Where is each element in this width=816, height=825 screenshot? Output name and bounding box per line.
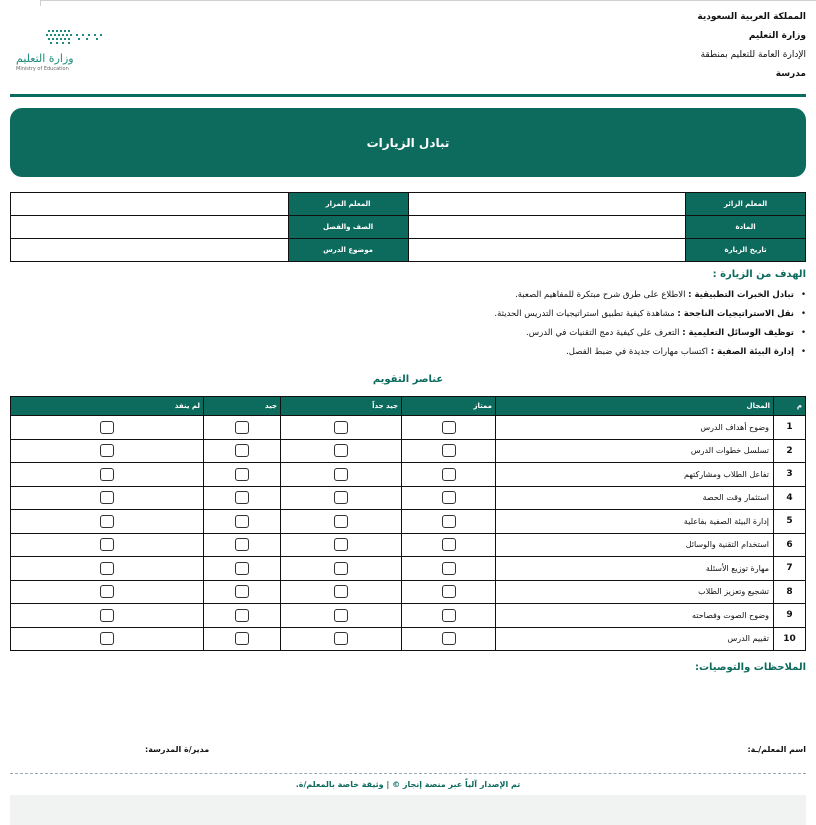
col-not-done-header: لم ينفذ bbox=[11, 397, 204, 416]
row-field: استثمار وقت الحصة bbox=[496, 486, 774, 510]
goal-label: إدارة البيئة الصفية : bbox=[710, 347, 794, 357]
visiting-teacher-label: المعلم الزائر bbox=[686, 193, 806, 216]
checkbox-excellent[interactable] bbox=[442, 562, 456, 575]
row-field: وضوح الصوت وفصاحته bbox=[496, 604, 774, 628]
goal-label: نقل الاستراتيجيات الناجحة : bbox=[677, 309, 794, 319]
goal-label: توظيف الوسائل التعليمية : bbox=[682, 328, 794, 338]
cell-very-good bbox=[281, 627, 402, 651]
table-row bbox=[11, 463, 806, 487]
cell-good bbox=[204, 439, 281, 463]
row-field: مهارة توزيع الأسئلة bbox=[496, 557, 774, 581]
cell-good bbox=[204, 486, 281, 510]
checkbox-not-done[interactable] bbox=[100, 632, 114, 645]
footer-separator bbox=[10, 773, 806, 774]
goal-item bbox=[206, 290, 806, 300]
checkbox-very-good[interactable] bbox=[334, 585, 348, 598]
cell-not-done bbox=[11, 533, 204, 557]
goal-text: مشاهدة كيفية تطبيق استراتيجيات التدريس الحديثة. bbox=[494, 309, 678, 319]
visit-date-label: تاريخ الزيارة bbox=[686, 239, 806, 262]
row-number: 1 bbox=[774, 416, 806, 440]
cell-very-good bbox=[281, 486, 402, 510]
lesson-topic-label: موضوع الدرس bbox=[288, 239, 408, 262]
cell-very-good bbox=[281, 604, 402, 628]
cell-excellent bbox=[402, 486, 496, 510]
row-field: استخدام التقنية والوسائل bbox=[496, 533, 774, 557]
checkbox-good[interactable] bbox=[235, 585, 249, 598]
cell-good bbox=[204, 557, 281, 581]
row-number: 2 bbox=[774, 439, 806, 463]
cell-good bbox=[204, 533, 281, 557]
cell-very-good bbox=[281, 416, 402, 440]
cell-excellent bbox=[402, 533, 496, 557]
row-number: 8 bbox=[774, 580, 806, 604]
school-name: مدرسة bbox=[775, 69, 806, 79]
cell-good bbox=[204, 627, 281, 651]
logo-english-text: Ministry of Education bbox=[16, 66, 69, 72]
kingdom-name: المملكة العربية السعودية bbox=[697, 12, 806, 22]
checkbox-not-done[interactable] bbox=[100, 468, 114, 481]
checkbox-very-good[interactable] bbox=[334, 609, 348, 622]
checkbox-very-good[interactable] bbox=[334, 632, 348, 645]
row-number: 3 bbox=[774, 463, 806, 487]
cell-not-done bbox=[11, 510, 204, 534]
goal-item bbox=[206, 347, 806, 357]
checkbox-not-done[interactable] bbox=[100, 538, 114, 551]
cell-excellent bbox=[402, 580, 496, 604]
checkbox-very-good[interactable] bbox=[334, 538, 348, 551]
cell-very-good bbox=[281, 580, 402, 604]
principal-signature-label: مدير/ة المدرسة: bbox=[145, 745, 210, 754]
col-num-header: م bbox=[774, 397, 806, 416]
cell-not-done bbox=[11, 439, 204, 463]
checkbox-not-done[interactable] bbox=[100, 585, 114, 598]
checkbox-excellent[interactable] bbox=[442, 515, 456, 528]
cell-not-done bbox=[11, 604, 204, 628]
directorate-name: الإدارة العامة للتعليم بمنطقة bbox=[700, 50, 806, 60]
row-field: تشجيع وتعزيز الطلاب bbox=[496, 580, 774, 604]
checkbox-very-good[interactable] bbox=[334, 468, 348, 481]
table-row bbox=[11, 439, 806, 463]
grade-class-field[interactable] bbox=[11, 216, 289, 239]
checkbox-good[interactable] bbox=[235, 609, 249, 622]
cell-not-done bbox=[11, 557, 204, 581]
row-field: وضوح أهداف الدرس bbox=[496, 416, 774, 440]
cell-very-good bbox=[281, 533, 402, 557]
cell-good bbox=[204, 510, 281, 534]
cell-excellent bbox=[402, 463, 496, 487]
header-separator bbox=[10, 94, 806, 97]
checkbox-excellent[interactable] bbox=[442, 585, 456, 598]
footer-text: تم الإصدار آلياً عبر منصة إنجاز © | وثيقة خاصة بالمعلم/ة. bbox=[295, 780, 521, 789]
checkbox-excellent[interactable] bbox=[442, 421, 456, 434]
cell-not-done bbox=[11, 627, 204, 651]
evaluation-table bbox=[10, 396, 806, 651]
checkbox-not-done[interactable] bbox=[100, 491, 114, 504]
col-very-good-header: جيد جداً bbox=[281, 397, 402, 416]
checkbox-very-good[interactable] bbox=[334, 491, 348, 504]
checkbox-very-good[interactable] bbox=[334, 421, 348, 434]
goals-list bbox=[206, 290, 806, 366]
checkbox-good[interactable] bbox=[235, 444, 249, 457]
cell-good bbox=[204, 604, 281, 628]
checkbox-good[interactable] bbox=[235, 515, 249, 528]
checkbox-excellent[interactable] bbox=[442, 468, 456, 481]
page-title: تبادل الزيارات bbox=[366, 135, 450, 150]
table-row bbox=[11, 416, 806, 440]
table-row bbox=[11, 627, 806, 651]
row-field: تسلسل خطوات الدرس bbox=[496, 439, 774, 463]
goals-title: الهدف من الزيارة : bbox=[712, 269, 806, 280]
header-block bbox=[546, 12, 806, 88]
cell-good bbox=[204, 463, 281, 487]
row-number: 9 bbox=[774, 604, 806, 628]
row-field: تفاعل الطلاب ومشاركتهم bbox=[496, 463, 774, 487]
cell-excellent bbox=[402, 439, 496, 463]
cell-excellent bbox=[402, 627, 496, 651]
cell-very-good bbox=[281, 557, 402, 581]
cell-excellent bbox=[402, 557, 496, 581]
row-number: 10 bbox=[774, 627, 806, 651]
visit-date-field[interactable] bbox=[408, 239, 686, 262]
cell-good bbox=[204, 416, 281, 440]
cell-excellent bbox=[402, 510, 496, 534]
cell-not-done bbox=[11, 486, 204, 510]
cell-excellent bbox=[402, 416, 496, 440]
goal-text: التعرف على كيفية دمج التقنيات في الدرس. bbox=[526, 328, 683, 338]
checkbox-good[interactable] bbox=[235, 421, 249, 434]
evaluation-title: عناصر التقويم bbox=[372, 374, 444, 385]
checkbox-very-good[interactable] bbox=[334, 444, 348, 457]
table-row bbox=[11, 604, 806, 628]
checkbox-good[interactable] bbox=[235, 538, 249, 551]
cell-very-good bbox=[281, 439, 402, 463]
subject-field[interactable] bbox=[408, 216, 686, 239]
col-field-header: المجال bbox=[496, 397, 774, 416]
checkbox-not-done[interactable] bbox=[100, 562, 114, 575]
col-good-header: جيد bbox=[204, 397, 281, 416]
row-number: 7 bbox=[774, 557, 806, 581]
top-border bbox=[40, 0, 816, 6]
cell-not-done bbox=[11, 580, 204, 604]
checkbox-excellent[interactable] bbox=[442, 444, 456, 457]
cell-not-done bbox=[11, 416, 204, 440]
checkbox-very-good[interactable] bbox=[334, 562, 348, 575]
table-row bbox=[11, 533, 806, 557]
lesson-topic-field[interactable] bbox=[11, 239, 289, 262]
row-number: 5 bbox=[774, 510, 806, 534]
checkbox-good[interactable] bbox=[235, 562, 249, 575]
checkbox-not-done[interactable] bbox=[100, 515, 114, 528]
footer-strip bbox=[10, 795, 806, 825]
cell-very-good bbox=[281, 463, 402, 487]
goal-label: تبادل الخبرات التطبيقية : bbox=[688, 290, 794, 300]
cell-very-good bbox=[281, 510, 402, 534]
row-number: 4 bbox=[774, 486, 806, 510]
visiting-teacher-field[interactable] bbox=[408, 193, 686, 216]
table-row bbox=[11, 486, 806, 510]
row-number: 6 bbox=[774, 533, 806, 557]
checkbox-not-done[interactable] bbox=[100, 421, 114, 434]
table-row bbox=[11, 580, 806, 604]
visit-info-table bbox=[10, 192, 806, 262]
goal-item bbox=[206, 328, 806, 338]
goal-item bbox=[206, 309, 806, 319]
table-row bbox=[11, 557, 806, 581]
checkbox-good[interactable] bbox=[235, 632, 249, 645]
checkbox-excellent[interactable] bbox=[442, 609, 456, 622]
row-field: إدارة البيئة الصفية بفاعلية bbox=[496, 510, 774, 534]
cell-good bbox=[204, 580, 281, 604]
visited-teacher-field[interactable] bbox=[11, 193, 289, 216]
grade-class-label: الصف والفصل bbox=[288, 216, 408, 239]
checkbox-good[interactable] bbox=[235, 491, 249, 504]
checkbox-excellent[interactable] bbox=[442, 632, 456, 645]
row-field: تقييم الدرس bbox=[496, 627, 774, 651]
notes-title: الملاحظات والتوصيات: bbox=[694, 662, 806, 673]
visited-teacher-label: المعلم المزار bbox=[288, 193, 408, 216]
checkbox-not-done[interactable] bbox=[100, 444, 114, 457]
col-excellent-header: ممتاز bbox=[402, 397, 496, 416]
cell-not-done bbox=[11, 463, 204, 487]
logo-arabic-text: وزارة التعليم bbox=[16, 52, 74, 65]
checkbox-excellent[interactable] bbox=[442, 538, 456, 551]
cell-excellent bbox=[402, 604, 496, 628]
goal-text: اكتساب مهارات جديدة في ضبط الفصل. bbox=[566, 347, 711, 357]
title-banner bbox=[10, 108, 806, 177]
teacher-signature-label: اسم المعلم/ـة: bbox=[747, 745, 806, 754]
checkbox-not-done[interactable] bbox=[100, 609, 114, 622]
goal-text: الاطلاع على طرق شرح مبتكرة للمفاهيم الصعبة. bbox=[515, 290, 689, 300]
checkbox-good[interactable] bbox=[235, 468, 249, 481]
checkbox-very-good[interactable] bbox=[334, 515, 348, 528]
checkbox-excellent[interactable] bbox=[442, 491, 456, 504]
table-row bbox=[11, 510, 806, 534]
ministry-name: وزارة التعليم bbox=[748, 31, 806, 41]
subject-label: المادة bbox=[686, 216, 806, 239]
